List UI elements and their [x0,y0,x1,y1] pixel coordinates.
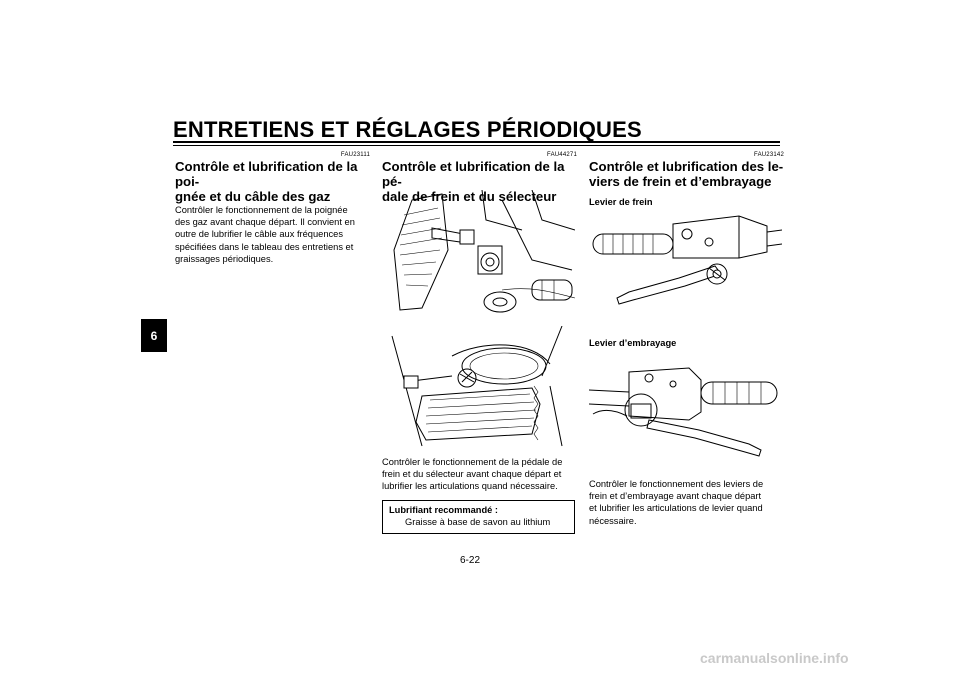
section-body [175,204,370,265]
body-line: et lubrifier les articulations de levier quand [589,503,763,514]
body-line: lubrifier les articulations quand nécessaire. [382,481,558,492]
brake-lever-heading: Levier de frein [589,197,653,207]
lubricant-label: Lubrifiant recommandé : [389,505,498,515]
body-line: Contrôler le fonctionnement des leviers de [589,479,764,489]
shift-pedal-illustration [382,326,575,456]
title-line: viers de frein et d’embrayage [589,174,772,189]
page-title: ENTRETIENS ET RÉGLAGES PÉRIODIQUES [173,117,642,142]
brake-pedal-illustration [382,190,575,320]
section-levers [589,152,784,189]
section-throttle [175,152,370,265]
body-line: Contrôler le fonctionnement de la pédale de [382,457,563,467]
body-line: frein et d’embrayage avant chaque départ [589,491,762,502]
body-line: outre de lubrifier le câble aux fréquences [175,229,343,240]
body-line: frein et du sélecteur avant chaque départ et [382,469,562,480]
title-line: Contrôle et lubrification des le- [589,159,784,174]
reference-code: FAU23111 [340,152,370,158]
title-rule [173,141,780,143]
title-rule-thin [173,145,780,146]
body-line: spécifiées dans le tableau des entretiens et [175,241,354,252]
reference-code: FAU44271 [547,152,577,158]
watermark: carmanualsonline.info [700,650,849,666]
section-title [175,159,370,204]
lubricant-value: Graisse à base de savon au lithium [405,517,551,527]
reference-code: FAU23142 [754,152,784,158]
body-line: Contrôler le fonctionnement de la poignée [175,205,348,215]
clutch-lever-illustration [589,354,782,462]
section-levers-body [589,478,784,527]
lubricant-box [382,500,575,534]
title-line: Contrôle et lubrification de la poi- [175,159,358,189]
title-line: gnée et du câble des gaz [175,189,331,204]
section-body [382,456,577,493]
section-body [589,478,784,527]
page-number: 6-22 [460,555,481,566]
clutch-lever-heading: Levier d’embrayage [589,338,677,348]
body-line: graissages périodiques. [175,253,274,264]
chapter-tab: 6 [141,319,167,352]
body-line: nécessaire. [589,515,637,526]
section-title [589,159,784,189]
section-pedals-body [382,456,577,493]
brake-lever-illustration [589,212,782,320]
title-line: Contrôle et lubrification de la pé- [382,159,565,189]
title-line: dale de frein et du sélecteur [382,189,557,204]
body-line: des gaz avant chaque départ. Il convient en [175,217,355,228]
